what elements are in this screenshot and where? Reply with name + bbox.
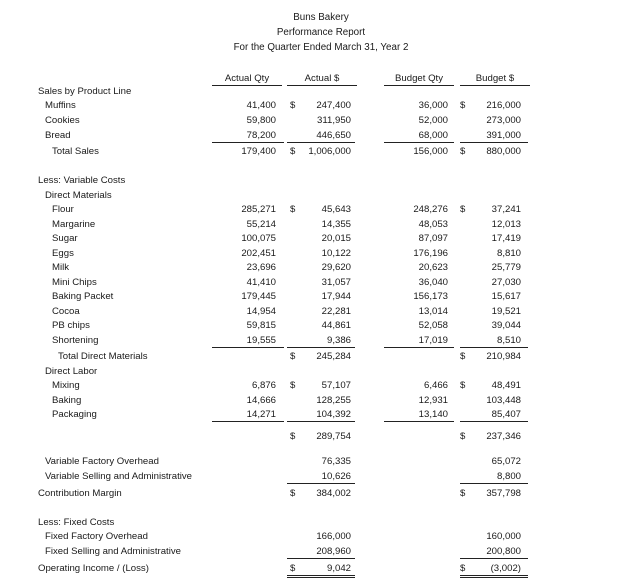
actual-dollar-sign-cell: $	[290, 146, 296, 157]
actual-dollar-cell: 14,355	[321, 219, 351, 230]
budget-dollar-sign-cell: $	[460, 488, 466, 499]
budget-qty-cell: 48,053	[418, 219, 448, 230]
report-row	[0, 546, 642, 559]
report-row	[0, 409, 642, 422]
row-label: Muffins	[45, 100, 76, 111]
row-label: Eggs	[52, 248, 74, 259]
col-actual-qty: Actual Qty	[212, 73, 282, 86]
budget-dollar-cell: 357,798	[486, 488, 521, 499]
actual-qty-cell: 55,214	[246, 219, 276, 230]
budget-dollar-cell: 17,419	[491, 233, 521, 244]
actual-dollar-cell: 1,006,000	[308, 146, 351, 157]
budget-dollar-cell: 200,800	[486, 546, 521, 557]
row-label: Sugar	[52, 233, 78, 244]
report-row	[0, 351, 642, 364]
actual-qty-cell: 19,555	[246, 335, 276, 346]
actual-dollar-cell: 128,255	[316, 395, 351, 406]
actual-dollar-cell: 10,122	[321, 248, 351, 259]
budget-qty-cell: 13,014	[418, 306, 448, 317]
budget-dollar-cell: 273,000	[486, 115, 521, 126]
budget-dollar-cell: 391,000	[486, 130, 521, 141]
row-label: Packaging	[52, 409, 97, 420]
actual-qty-cell: 202,451	[241, 248, 276, 259]
actual-dollar-sign-cell: $	[290, 204, 296, 215]
report-row	[0, 471, 642, 484]
row-label: Sales by Product Line	[38, 86, 132, 97]
report-row	[0, 380, 642, 393]
row-label: Total Sales	[52, 146, 99, 157]
budget-qty-cell: 36,040	[418, 277, 448, 288]
actual-qty-cell: 6,876	[251, 380, 276, 391]
budget-qty-cell: 52,000	[418, 115, 448, 126]
budget-dollar-cell: (3,002)	[490, 563, 521, 574]
row-label: Variable Factory Overhead	[45, 456, 159, 467]
budget-dollar-cell: 880,000	[486, 146, 521, 157]
report-row	[0, 431, 642, 444]
row-label: Less: Variable Costs	[38, 175, 126, 186]
budget-dollar-cell: 19,521	[491, 306, 521, 317]
actual-dollar-cell: 289,754	[316, 431, 351, 442]
report-row	[0, 335, 642, 348]
row-label: Fixed Selling and Administrative	[45, 546, 181, 557]
budget-dollar-sign-cell: $	[460, 100, 466, 111]
actual-qty-cell: 41,410	[246, 277, 276, 288]
report-row	[0, 563, 642, 576]
report-period: For the Quarter Ended March 31, Year 2	[233, 42, 409, 53]
report-row	[0, 248, 642, 261]
budget-qty-cell: 12,931	[418, 395, 448, 406]
actual-dollar-cell: 384,002	[316, 488, 351, 499]
budget-qty-cell: 156,000	[413, 146, 448, 157]
row-label: Shortening	[52, 335, 99, 346]
actual-dollar-sign-cell: $	[290, 351, 296, 362]
report-row	[0, 531, 642, 544]
budget-dollar-cell: 216,000	[486, 100, 521, 111]
report-row	[0, 395, 642, 408]
actual-dollar-cell: 45,643	[321, 204, 351, 215]
budget-qty-cell: 52,058	[418, 320, 448, 331]
row-label: Direct Materials	[45, 190, 112, 201]
row-label: Total Direct Materials	[58, 351, 148, 362]
budget-dollar-cell: 103,448	[486, 395, 521, 406]
actual-dollar-cell: 166,000	[316, 531, 351, 542]
col-budget-dollar: Budget $	[460, 73, 530, 86]
report-row	[0, 130, 642, 143]
actual-dollar-cell: 31,057	[321, 277, 351, 288]
actual-dollar-cell: 9,042	[326, 563, 351, 574]
budget-qty-cell: 17,019	[418, 335, 448, 346]
actual-qty-cell: 23,696	[246, 262, 276, 273]
actual-dollar-cell: 446,650	[316, 130, 351, 141]
budget-dollar-cell: 8,510	[496, 335, 521, 346]
budget-dollar-cell: 65,072	[491, 456, 521, 467]
row-label: PB chips	[52, 320, 90, 331]
actual-dollar-cell: 9,386	[326, 335, 351, 346]
row-label: Variable Selling and Administrative	[45, 471, 193, 482]
actual-qty-cell: 14,954	[246, 306, 276, 317]
report-row	[0, 277, 642, 290]
budget-qty-cell: 176,196	[413, 248, 448, 259]
row-label: Less: Fixed Costs	[38, 517, 115, 528]
row-label: Baking Packet	[52, 291, 114, 302]
row-label: Flour	[52, 204, 74, 215]
report-row	[0, 219, 642, 232]
actual-qty-cell: 179,400	[241, 146, 276, 157]
actual-dollar-sign-cell: $	[290, 488, 296, 499]
actual-qty-cell: 14,271	[246, 409, 276, 420]
report-row	[0, 204, 642, 217]
budget-dollar-cell: 25,779	[491, 262, 521, 273]
budget-dollar-cell: 160,000	[486, 531, 521, 542]
budget-dollar-sign-cell: $	[460, 146, 466, 157]
actual-qty-cell: 78,200	[246, 130, 276, 141]
budget-dollar-cell: 37,241	[491, 204, 521, 215]
report-row	[0, 146, 642, 159]
budget-dollar-sign-cell: $	[460, 563, 466, 574]
report-row	[0, 262, 642, 275]
row-label: Operating Income / (Loss)	[38, 563, 149, 574]
actual-qty-cell: 100,075	[241, 233, 276, 244]
report-row	[0, 291, 642, 304]
actual-dollar-cell: 29,620	[321, 262, 351, 273]
report-row	[0, 306, 642, 319]
budget-dollar-sign-cell: $	[460, 204, 466, 215]
actual-dollar-cell: 22,281	[321, 306, 351, 317]
report-row	[0, 233, 642, 246]
budget-qty-cell: 20,623	[418, 262, 448, 273]
actual-dollar-cell: 20,015	[321, 233, 351, 244]
row-label: Baking	[52, 395, 82, 406]
actual-dollar-cell: 57,107	[321, 380, 351, 391]
actual-dollar-cell: 245,284	[316, 351, 351, 362]
actual-dollar-cell: 10,626	[321, 471, 351, 482]
report-row	[0, 86, 642, 99]
report-row	[0, 366, 642, 379]
budget-dollar-cell: 8,800	[496, 471, 521, 482]
actual-qty-cell: 285,271	[241, 204, 276, 215]
row-label: Mini Chips	[52, 277, 97, 288]
row-label: Margarine	[52, 219, 96, 230]
budget-dollar-cell: 15,617	[491, 291, 521, 302]
actual-dollar-cell: 311,950	[317, 115, 351, 126]
report-row	[0, 517, 642, 530]
actual-qty-cell: 179,445	[241, 291, 276, 302]
budget-dollar-cell: 210,984	[486, 351, 521, 362]
actual-qty-cell: 59,800	[246, 115, 276, 126]
actual-qty-cell: 14,666	[246, 395, 276, 406]
actual-dollar-sign-cell: $	[290, 380, 296, 391]
budget-dollar-cell: 237,346	[486, 431, 521, 442]
actual-dollar-cell: 17,944	[321, 291, 351, 302]
col-actual-dollar: Actual $	[287, 73, 357, 86]
budget-dollar-cell: 8,810	[496, 248, 521, 259]
actual-dollar-cell: 76,335	[321, 456, 351, 467]
report-title: Performance Report	[276, 27, 366, 38]
row-label: Fixed Factory Overhead	[45, 531, 148, 542]
budget-qty-cell: 13,140	[418, 409, 448, 420]
budget-qty-cell: 87,097	[418, 233, 448, 244]
actual-dollar-sign-cell: $	[290, 100, 296, 111]
report-row	[0, 115, 642, 128]
budget-dollar-sign-cell: $	[460, 431, 466, 442]
row-label: Direct Labor	[45, 366, 98, 377]
budget-dollar-sign-cell: $	[460, 380, 466, 391]
row-label: Cookies	[45, 115, 80, 126]
col-budget-qty: Budget Qty	[384, 73, 454, 86]
budget-dollar-cell: 27,030	[491, 277, 521, 288]
actual-dollar-cell: 44,861	[321, 320, 351, 331]
actual-dollar-cell: 208,960	[316, 546, 351, 557]
actual-qty-cell: 59,815	[246, 320, 276, 331]
company-name: Buns Bakery	[293, 12, 349, 23]
budget-qty-cell: 248,276	[413, 204, 448, 215]
row-label: Milk	[52, 262, 70, 273]
row-label: Contribution Margin	[38, 488, 122, 499]
report-row	[0, 175, 642, 188]
report-row	[0, 320, 642, 333]
budget-dollar-sign-cell: $	[460, 351, 466, 362]
actual-dollar-sign-cell: $	[290, 431, 296, 442]
budget-dollar-cell: 12,013	[491, 219, 521, 230]
budget-qty-cell: 68,000	[418, 130, 448, 141]
budget-qty-cell: 6,466	[423, 380, 448, 391]
row-label: Cocoa	[52, 306, 80, 317]
report-row	[0, 488, 642, 501]
actual-qty-cell: 41,400	[246, 100, 276, 111]
report-row	[0, 190, 642, 203]
budget-dollar-cell: 39,044	[491, 320, 521, 331]
report-row	[0, 100, 642, 113]
actual-dollar-cell: 247,400	[316, 100, 351, 111]
actual-dollar-sign-cell: $	[290, 563, 296, 574]
budget-dollar-cell: 48,491	[491, 380, 521, 391]
row-label: Bread	[45, 130, 71, 141]
report-row	[0, 456, 642, 469]
budget-dollar-cell: 85,407	[491, 409, 521, 420]
actual-dollar-cell: 104,392	[316, 409, 351, 420]
row-label: Mixing	[52, 380, 80, 391]
budget-qty-cell: 36,000	[418, 100, 448, 111]
budget-qty-cell: 156,173	[413, 291, 448, 302]
